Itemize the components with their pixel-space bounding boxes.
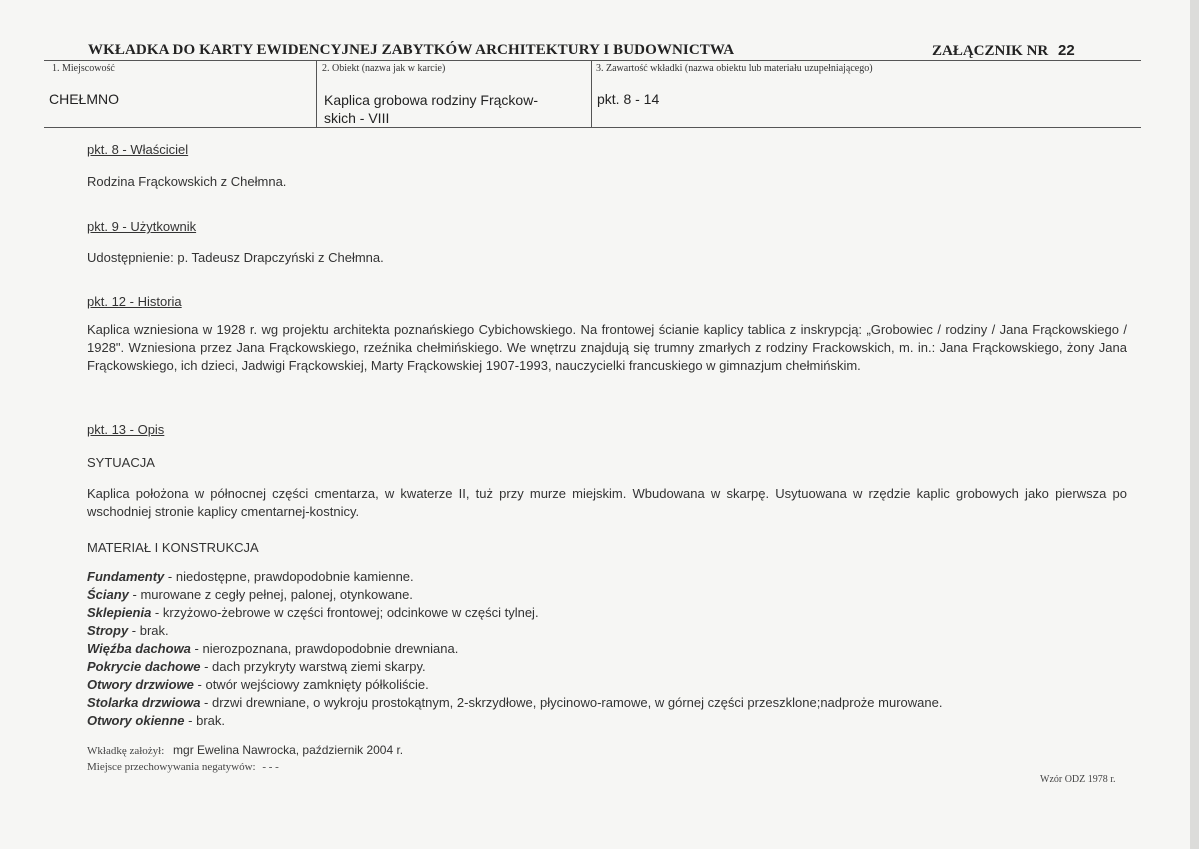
template-note: Wzór ODZ 1978 r. xyxy=(1040,774,1116,785)
history-heading: pkt. 12 - Historia xyxy=(87,294,182,309)
object-value-line-1: Kaplica grobowa rodziny Frąckow- xyxy=(324,92,538,108)
table-divider-2 xyxy=(591,60,592,128)
user-heading: pkt. 9 - Użytkownik xyxy=(87,219,197,234)
negatives-value: - - - xyxy=(262,761,279,773)
negatives-line xyxy=(87,761,279,773)
col-label-contents: 3. Zawartość wkładki (nazwa obiektu lub materiału uzupełniającego) xyxy=(596,63,873,74)
material-row: Otwory drzwiowe - otwór wejściowy zamknięty półkoliście. xyxy=(87,677,429,692)
material-row: Ściany - murowane z cegły pełnej, palonej, otynkowane. xyxy=(87,587,413,602)
situation-heading: SYTUACJA xyxy=(87,455,155,470)
description-heading: pkt. 13 - Opis xyxy=(87,422,165,437)
material-row: Sklepienia - krzyżowo-żebrowe w części frontowej; odcinkowe w części tylnej. xyxy=(87,605,539,620)
annex-label xyxy=(932,42,1075,60)
object-value-line-2: skich - VIII xyxy=(324,110,390,126)
annex-label-text: ZAŁĄCZNIK NR xyxy=(932,43,1049,59)
col-label-locality: 1. Miejscowość xyxy=(52,63,115,74)
contents-value: pkt. 8 - 14 xyxy=(597,91,660,107)
document-title: WKŁADKA DO KARTY EWIDENCYJNEJ ZABYTKÓW ARCHITEKTURY I BUDOWNICTWA xyxy=(88,42,735,58)
owner-text: Rodzina Frąckowskich z Chełmna. xyxy=(87,174,287,189)
object-value xyxy=(324,91,584,127)
situation-text: Kaplica położona w północnej części cmentarza, w kwaterze II, tuż przy murze miejskim. Wbudowana w skarpę. Usytuowana w rzędzie kaplic grobowych jako pierwsza po wschodniej stronie kaplicy cmentarnej-kostnicy. xyxy=(87,486,1127,519)
material-row: Fundamenty - niedostępne, prawdopodobnie kamienne. xyxy=(87,569,414,584)
author-value: mgr Ewelina Nawrocka, październik 2004 r. xyxy=(173,743,404,757)
material-row: Stolarka drzwiowa - drzwi drewniane, o wykroju prostokątnym, 2-skrzydłowe, płycinowo-ramowe, w górnej części przeszklone;nadproże murowane. xyxy=(87,695,943,710)
author-label: Wkładkę założył: xyxy=(87,745,165,757)
user-text: Udostępnienie: p. Tadeusz Drapczyński z Chełmna. xyxy=(87,250,384,265)
table-top-rule xyxy=(44,60,1141,61)
material-row: Pokrycie dachowe - dach przykryty warstwą ziemi skarpy. xyxy=(87,659,426,674)
author-line xyxy=(87,743,403,757)
history-text: Kaplica wzniesiona w 1928 r. wg projektu architekta poznańskiego Cybichowskiego. Na frontowej ścianie kaplicy tablica z inskrypcją: „Grobowiec / rodziny / Jana Frąckowskiego / 1928". Wzniesiona przez Jana Frąckowskiego, rzeźnika chełmińskiego. We wnętrzu znajdują się trumny zmarłych z rodziny Frackowskich, m. in.: Jana Frąckowskiego, żony Jana Frąckowskiego, ich dzieci, Jadwigi Frąckowskiej, Marty Frąckowskiej 1907-1993, nauczycielki francuskiego w gimnazjum chełmińskim. xyxy=(87,322,1127,373)
material-row: Więźba dachowa - nierozpoznana, prawdopodobnie drewniana. xyxy=(87,641,459,656)
owner-heading: pkt. 8 - Właściciel xyxy=(87,142,189,157)
material-heading: MATERIAŁ I KONSTRUKCJA xyxy=(87,540,259,555)
page-edge xyxy=(1190,0,1199,849)
material-row: Otwory okienne - brak. xyxy=(87,713,225,728)
table-divider-1 xyxy=(316,60,317,128)
locality-value: CHEŁMNO xyxy=(49,91,120,107)
material-row: Stropy - brak. xyxy=(87,623,169,638)
materials-list xyxy=(87,568,1147,730)
table-bottom-rule xyxy=(44,127,1141,128)
col-label-object: 2. Obiekt (nazwa jak w karcie) xyxy=(322,63,446,74)
annex-number: 22 xyxy=(1058,42,1075,59)
negatives-label: Miejsce przechowywania negatywów: xyxy=(87,761,256,773)
